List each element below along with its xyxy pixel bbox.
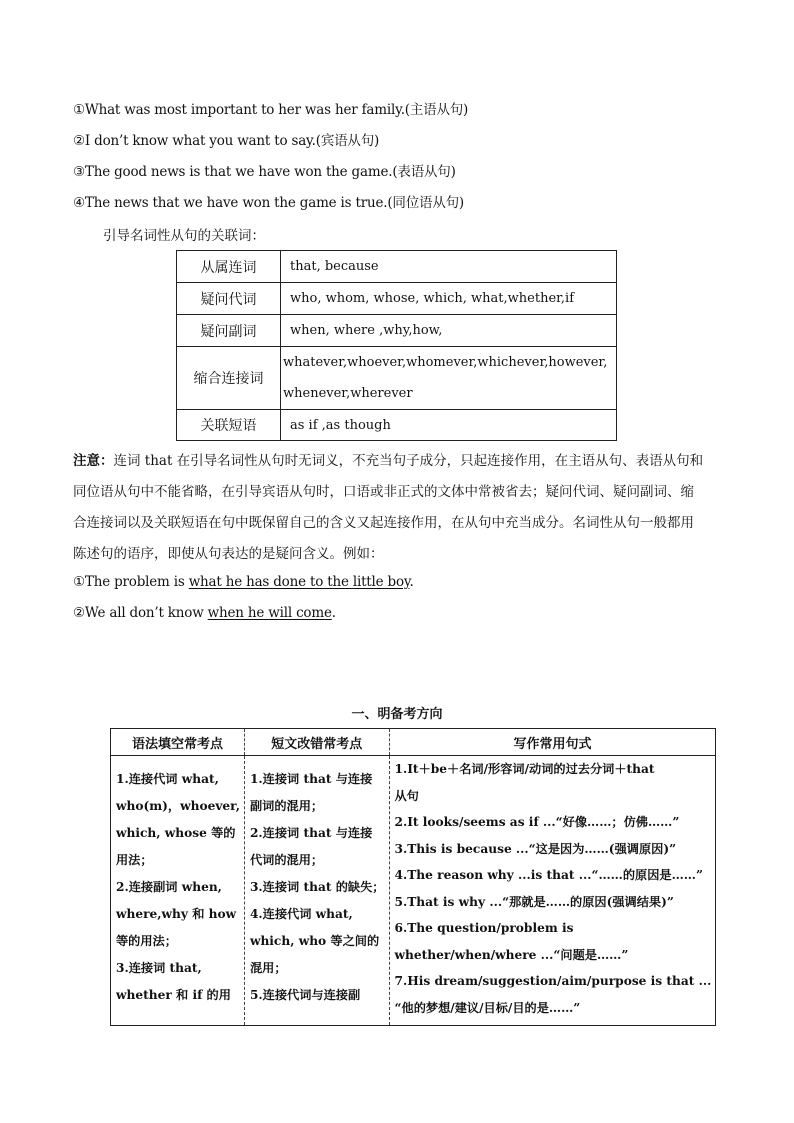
words-cell: who, whom, whose, which, what,whether,if	[281, 283, 617, 315]
words-line: whenever,wherever	[283, 386, 413, 401]
example-5: ①The problem is what he has done to the little boy.	[73, 574, 414, 590]
grammar-fill-cell	[111, 756, 245, 1026]
cell-line: whether/when/where ...“问题是……”	[394, 947, 629, 962]
conjunction-heading: 引导名词性从句的关联词：	[103, 228, 265, 244]
underlined-clause: what he has done to the little boy	[188, 574, 410, 590]
cell-line: which, who 等之间的	[249, 934, 380, 948]
cell-line: 代词的混用；	[249, 853, 324, 867]
cell-line: 4.连接代词 what,	[249, 907, 353, 921]
conjunction-table	[176, 250, 617, 441]
note-line: 合连接词以及关联短语在句中既保留自己的含义又起连接作用，在从句中充当成分。名词性从句一般都用	[73, 515, 694, 531]
cell-line: 从句	[394, 788, 419, 803]
example-4: ④The news that we have won the game is true.(同位语从句)	[73, 195, 464, 211]
col-header-error-correction: 短文改错常考点	[244, 729, 389, 756]
table-row	[177, 251, 617, 283]
cell-line: 3.连接词 that 的缺失；	[249, 880, 385, 894]
note-line: 同位语从句中不能省略，在引导宾语从句时，口语或非正式的文体中常被省去；疑问代词、疑问副词、缩	[73, 484, 694, 500]
note-paragraph	[73, 446, 733, 570]
exam-direction-table	[110, 728, 716, 1026]
cell-line: 2.连接词 that 与连接	[249, 826, 373, 840]
content-row	[111, 756, 716, 1026]
table-row	[177, 410, 617, 441]
category-cell: 疑问代词	[177, 283, 281, 315]
cell-line: 2.It looks/seems as if ...“好像……；仿佛……”	[394, 815, 680, 829]
col-header-writing-patterns: 写作常用句式	[389, 729, 716, 756]
cell-line: 3.连接词 that,	[116, 961, 202, 975]
cell-line: 6.The question/problem is	[394, 921, 574, 935]
cell-line: 1.It＋be＋名词/形容词/动词的过去分词＋that	[394, 762, 655, 776]
cell-line: 1.连接词 that 与连接	[249, 772, 373, 786]
words-cell: as if ,as though	[281, 410, 617, 441]
example-1: ①What was most important to her was her family.(主语从句)	[73, 102, 469, 118]
header-row	[111, 729, 716, 756]
cell-line: whether 和 if 的用	[116, 988, 231, 1002]
table-row	[177, 283, 617, 315]
cell-line: “他的梦想/建议/目标/目的是……”	[394, 1000, 581, 1015]
words-line: whatever,whoever,whomever,whichever,however,	[283, 355, 608, 370]
cell-line: 7.His dream/suggestion/aim/purpose is that ...	[394, 974, 712, 988]
cell-line: 4.The reason why ...is that ...“……的原因是……”	[394, 868, 703, 882]
note-line: 陈述句的语序，即使从句表达的是疑问含义。例如：	[73, 546, 384, 562]
section-title: 一、明备考方向	[351, 707, 443, 722]
cell-line: which, whose 等的	[116, 826, 236, 840]
category-cell: 疑问副词	[177, 315, 281, 347]
category-cell: 关联短语	[177, 410, 281, 441]
cell-line: 5.That is why ...“那就是……的原因(强调结果)”	[394, 894, 674, 909]
category-cell: 从属连词	[177, 251, 281, 283]
note-label: 注意：	[73, 453, 114, 469]
example-2: ②I don’t know what you want to say.(宾语从句)	[73, 133, 380, 149]
words-cell	[281, 347, 617, 410]
words-cell: that, because	[281, 251, 617, 283]
cell-line: 5.连接代词与连接副	[249, 988, 361, 1002]
cell-line: who(m)，whoever,	[116, 799, 240, 813]
error-correction-cell	[244, 756, 389, 1026]
cell-line: where,why 和 how	[116, 907, 237, 921]
cell-line: 2.连接副词 when,	[116, 880, 222, 894]
example-3: ③The good news is that we have won the game.(表语从句)	[73, 164, 456, 180]
col-header-grammar-fill: 语法填空常考点	[111, 729, 245, 756]
cell-line: 3.This is because ...“这是因为……(强调原因)”	[394, 841, 677, 856]
cell-line: 1.连接代词 what,	[116, 772, 219, 786]
underlined-clause: when he will come	[207, 605, 332, 621]
example-6: ②We all don’t know when he will come.	[73, 605, 336, 621]
table-row	[177, 315, 617, 347]
table-row	[177, 347, 617, 410]
words-cell: when, where ,why,how,	[281, 315, 617, 347]
cell-line: 混用；	[249, 961, 287, 975]
cell-line: 等的用法；	[116, 934, 177, 948]
category-cell: 缩合连接词	[177, 347, 281, 410]
note-line: 连词 that 在引导名词性从句时无词义，不充当句子成分，只起连接作用，在主语从句、表语从句和	[113, 453, 704, 469]
writing-patterns-cell	[389, 756, 716, 1026]
cell-line: 副词的混用；	[249, 799, 324, 813]
cell-line: 用法；	[116, 853, 153, 867]
